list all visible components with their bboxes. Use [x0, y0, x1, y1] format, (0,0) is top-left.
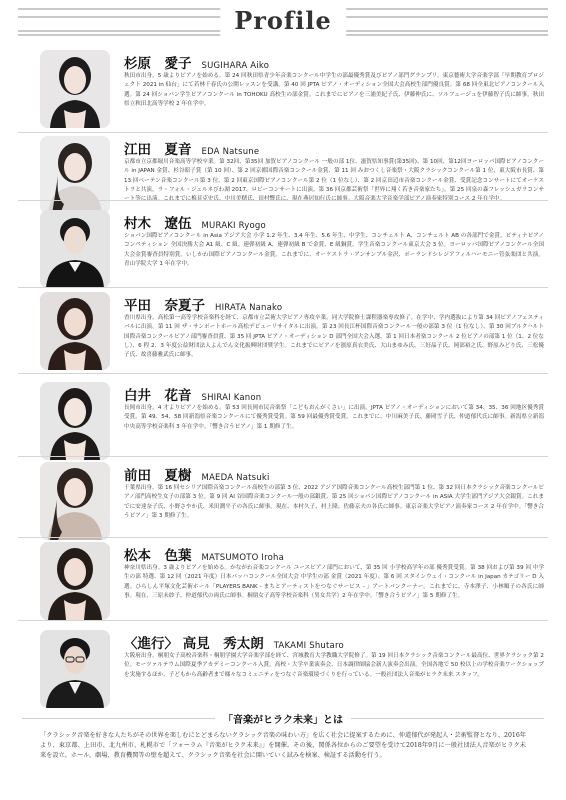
- profile-bio: 神奈川県出身。3 歳よりピアノを始める。かながわ音楽コンクール ユースピアノ部門において、第 35 回 小学校高学年の部 優秀賞受賞。第 38 回および第 39 回 中学生の部 特選、第 12 回（2021 年度）日本バッハコンクール全国大会 中学生の部 金賞（2021 年度）、第 6 回 スタインウェイ・コンクール in Japan カテゴリー D 入選。ひらしん平塚文化芸術ホール「PLAYERS BANK - まちとアーティストをつなぐサービス - 」アートバンクーナー。これまでに、寺本澤子、小林順子の各氏に師事。現在、三原未紗子、仲道郁代の両氏に師事。桐朋女子高等学校音楽科（男女共学）2 年在学中。「響き合うピアノ」第 5 期修了生。: [124, 565, 544, 599]
- profile-bio: 京都市立京都堀川音楽高等学校卒業。第 32回、第35回 加賀ピアノコンクール 一般の部 1位、滋賀県知事賞(第35回)、第 10回、第12回ヨーロッパ国際ピアノコンクール in JAPAN 金賞、杉谷昭子賞（第 10 回）、第 2 回京都国際音楽コンクール金賞、第 11 回 みおつくし音楽祭・大阪クラシックコンクール第 1 位、東大阪市長賞、第 13 回ベーテン音楽コンクール第 3 位、第 2 回東京国際ピアノコンクール第 2 位（1 位なし）、第 2 回京田辺市音楽コンクール金賞、受賞記念コンサートにてオーケストラと共演。ラ・フォル・ジュルネびわ湖 2017、ロビーコンサートに出演。第 36 回京都芸術祭「世界に翔く若き音楽家たち」。第 25 回泉の森フレッシュガラコンサ: [124, 159, 544, 193]
- profile-photo: [40, 292, 110, 370]
- name-romaji: SHIRAI Kanon: [201, 393, 262, 403]
- profile-bio: 秋田市出身。5 歳よりピアノを始める。第 24 回秋田県青少年音楽コンクール中学生の部最優秀賞及びピアノ部門グランプリ。東京藝術大学音楽学部「早期教育プロジェクト 2021 in 仙台」にて若林千春氏の公開レッスンを受講。第 40 回 JPTA ピアノ・オーディション全国大会高校生部門優良賞。第 68 回全東北ピアノコンクール入選。第 24 回ショパン学生ピアノコンクール in TOHOKU 高校生の部金賞。これまでにピアノを三浦美紀子氏、伊藤伸氏に、ソルフェージュを伊藤智子氏に師事。秋田県立秋田北高等学校 2 年在学中。: [124, 73, 544, 107]
- page-title: Profile: [220, 4, 346, 38]
- about-section: [22, 715, 544, 795]
- name-romaji: MATSUMOTO Iroha: [201, 553, 285, 563]
- name-romaji: MAEDA Natsuki: [201, 473, 270, 483]
- name-japanese: 白井 花音: [124, 388, 192, 404]
- profile-photo: [40, 136, 110, 214]
- profile-photo: [40, 210, 110, 288]
- entry-divider: [18, 620, 548, 621]
- entry-divider: [18, 456, 548, 457]
- profile-name: [124, 544, 284, 564]
- profile-photo: [40, 542, 110, 620]
- name-romaji: HIRATA Nanako: [215, 303, 283, 313]
- profile-photo: [40, 462, 110, 540]
- entry-divider: [18, 200, 548, 201]
- name-romaji: EDA Natsune: [201, 147, 260, 157]
- name-japanese: 前田 夏樹: [124, 468, 192, 484]
- profile-name: [124, 294, 282, 314]
- profile-photo: [40, 382, 110, 460]
- profile-photo: [40, 50, 110, 128]
- entry-divider: [18, 132, 548, 133]
- name-japanese: 村木 遼伍: [124, 216, 192, 232]
- page-header: [0, 0, 566, 40]
- entry-divider: [18, 373, 548, 374]
- name-japanese: 〈進行〉 高見 秀太朗: [124, 636, 264, 652]
- profile-name: [124, 464, 270, 484]
- name-romaji: MURAKI Ryogo: [201, 221, 266, 231]
- entry-divider: [18, 537, 548, 538]
- profile-bio: ショパン国際ピアノコンクール in Asia アジア大会 小学 1.2 年生、3.4 年生、5.6 年生、中学生、コンチェルト A、コンチェルト AB の各部門で金賞。ピティナピアノコンペティション 全国決勝大会 A1 級、C 級、連弾初級 A、連弾初級 B で金賞、E 級銅賞。学生音楽コンクール東京大会 3 位。ヨーロッパ国際ピアノコンクール全国大会金賞審査員特別賞。いしかわ国際ピアノコンクール金賞。これまでに、オーケストラ・アンサンブル金沢、ポーランドシレジアフィルハーモニー管弦楽団と共演。青山学院大学 1 年在学中。: [124, 233, 544, 267]
- profile-bio: 大阪府出身。桐朋女子高校音楽科・桐朋学園大学音楽学部を経て、宮城教育大学教職大学院修了。第 19 回日本クラシック音楽コンクール最高位、世界クラシック第 2 位。モーツァルテウム国際夏季アカデミーコンクール入賞。高校・大学卒業演奏会、日本調律師協会新人演奏会出演。全国各地で 50 校以上の学校音楽ワークショップを実施するほか、子どもから高齢者まで様々なコミュニティをつなぐ音楽環境づくりを行っている。一般社団法人音楽がヒラク未来 スタッフ。: [124, 653, 544, 678]
- profile-name: [124, 138, 259, 158]
- profile-name: [124, 384, 261, 404]
- profile-name: [124, 632, 344, 652]
- name-japanese: 江田 夏音: [124, 142, 192, 158]
- profile-name: [124, 212, 266, 232]
- about-text: 「クラシック音楽を好きな人たちがその世界を楽しむにとどまらないクラシック音楽の味わい方」を広く社会に提案するために、仲道郁代が発起人・芸術監督となり、2016年より、東京都、上田市、北九州市、札幌市で「フォーラム『音楽がヒラク未来』」を開催。その後、関係各位からのご要望を受けて2018年9月に一般社団法人音楽がヒラク未来を設立。ホール、劇場、教育機関等の壁を超えて、クラシック音楽を社会に開いていく試みを検案、検証する活動を行う。: [40, 732, 526, 759]
- profile-name: [124, 52, 269, 72]
- name-japanese: 松本 色葉: [124, 548, 192, 564]
- name-romaji: SUGIHARA Aiko: [201, 61, 270, 71]
- about-heading: 「音楽がヒラク未来」とは: [215, 711, 351, 726]
- profile-photo: [40, 630, 110, 708]
- name-japanese: 平田 奈夏子: [124, 298, 205, 314]
- entry-divider: [18, 287, 548, 288]
- name-japanese: 杉原 愛子: [124, 56, 192, 72]
- name-romaji: TAKAMI Shutaro: [273, 641, 344, 651]
- profile-bio: 千葉県出身。第 16 回セシリア国際音楽コンクール高校生の部第 3 位、2022 アジア国際音楽コンクール高校生部門第 1 位、第 32 回日本クラシック音楽コンクールピアノ部門高校生女子の部第 3 位。第 9 回 AI 谷国際音楽コンクール一般の部銀賞、第 25 回ショパン国際ピアノコンクール in ASIA 大学生部門アジア大会銀賞。これまでに安達奈子氏、小野さやか氏、米田潤平子の各氏に師事。現在、本村久子、村上隆、佐藤京夫の各氏に師事。東京音楽大学ピアノ演奏家コース 2 年在学中。「響き合うピアノ」第 3 期修了生。: [124, 485, 544, 519]
- profile-bio: 香川県出身。高松第一高等学校音楽科を経て、京都市立芸術大学ピアノ専攻卒業。同大学院修士課程器楽専攻修了。在学中、学内選抜により第 34 回ピアノフェスティバルに出演。第 11 回 ザ・サンポートホール高松デビューリサイタルに出演。第 23 回長江杯国際音楽コンクール一般の部第 3 位（1 位なし）、第 30 回ブルクハルト国際音楽コンクールピアノ部門審査員賞、第 35 回 JPTA ピアノ・オーディション D 部門全国大会入選、第 1 回日本者楽コンクール 2 位ピアノの部第 1 位（1、2 位なし）、6 程 2、3 年度公益財団法人よんでん文化振興財団奨学生。これまでにピアノを濱原真衣美氏、大山まゆみ氏、三好晶子氏、岡部裕之氏、野原みどり氏、三松優子氏、故喜藤雅武氏に師事。: [124, 315, 544, 359]
- profile-bio: 長岡市出身。4 才よりピアノを始める。第 53 回長岡市民音楽祭「こどもおんがくさい」に出演。JPTA ピアノ・オーディションにおいて第 34、35、36 回地区優秀賞受賞。第 49、54、58 回新潟県音楽コンクールにて優秀賞受賞。第 59 回最優秀賞受賞。これまでに、中川麻美子氏、藤岡雪子氏、仲道郁代氏に師事。新潟県立新潟中央高等学校音楽科 3 年在学中。「響き合うピアノ」第 1 期修了生。: [124, 405, 544, 430]
